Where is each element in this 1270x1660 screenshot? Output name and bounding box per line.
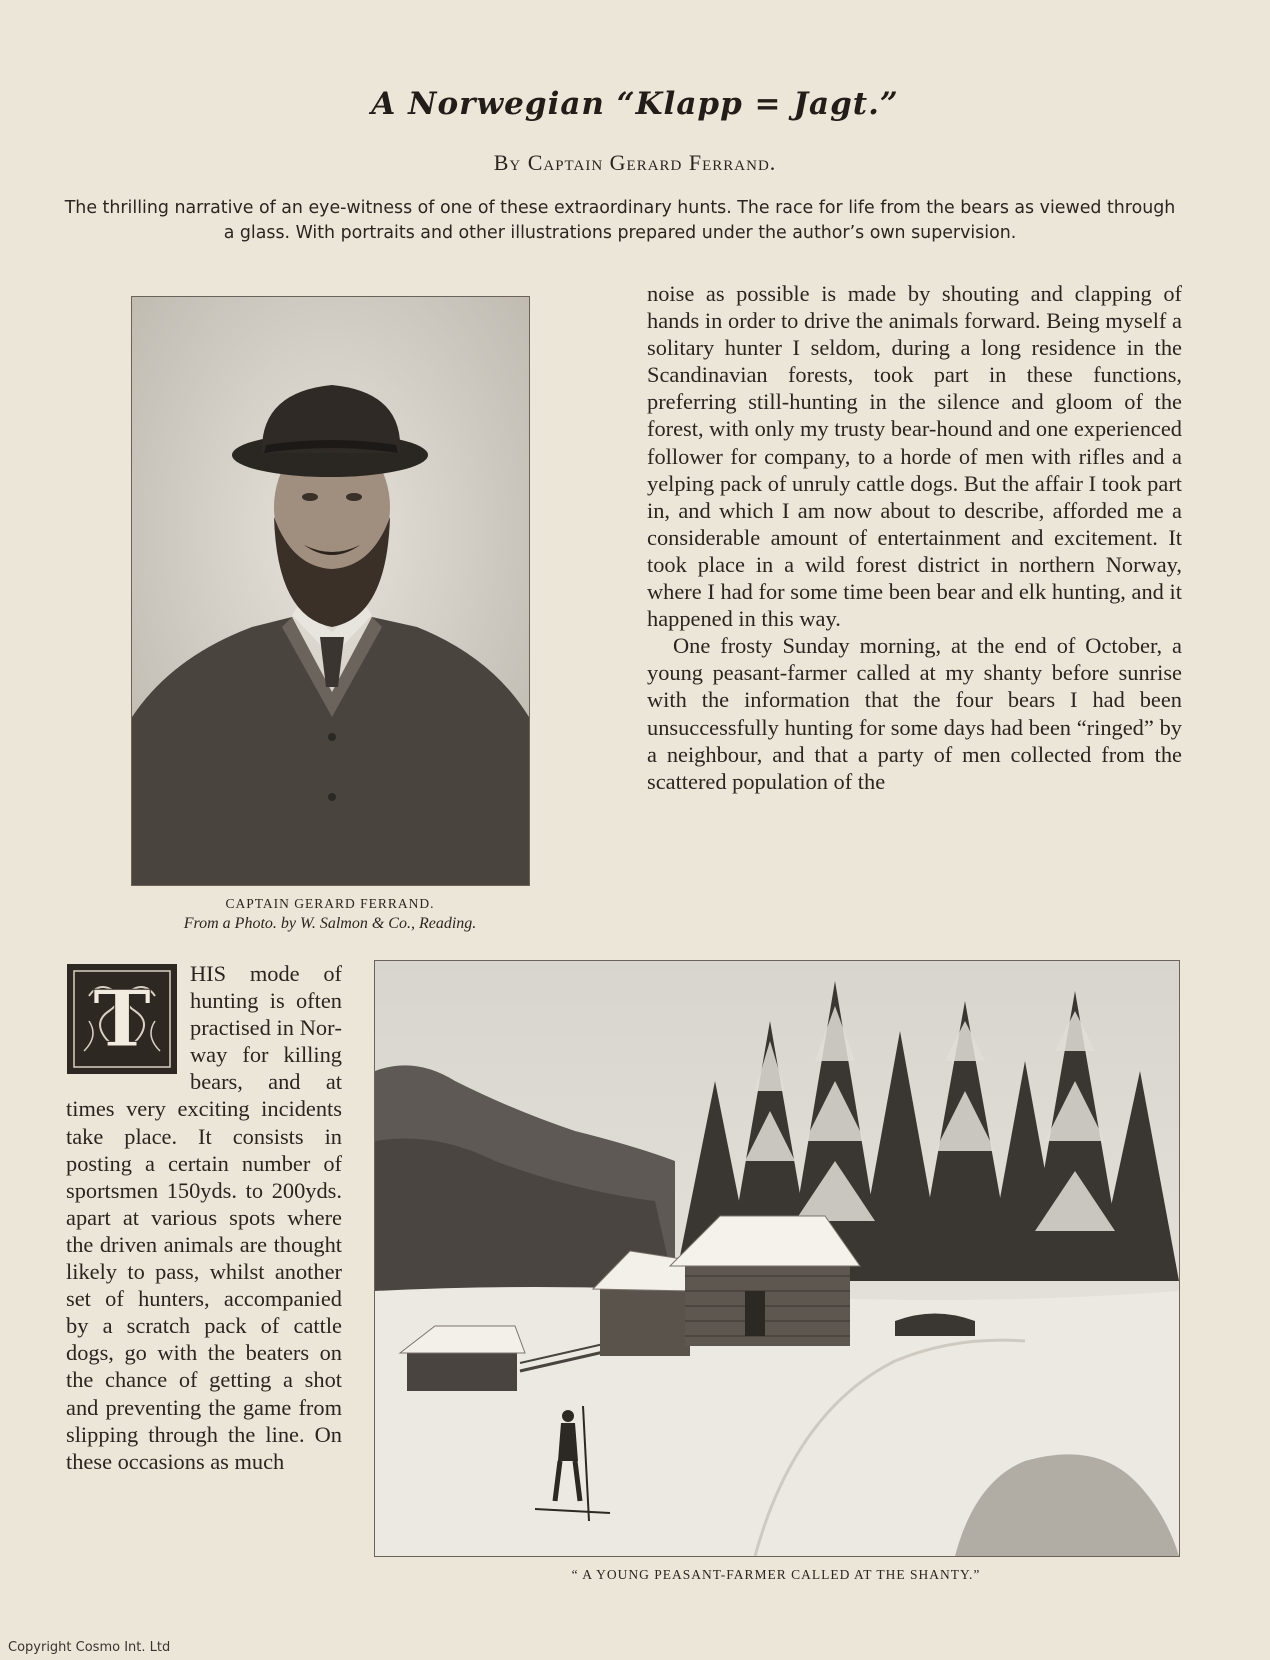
- illustration-caption: “ A YOUNG PEASANT-FARMER CALLED AT THE SHANTY.”: [571, 1567, 981, 1582]
- article-byline: By Captain Gerard Ferrand.: [493, 150, 777, 175]
- snow-scene-illustration: [374, 960, 1180, 1557]
- snow-scene-graphic: [375, 961, 1179, 1556]
- portrait-photo: [131, 296, 530, 886]
- left-column: [66, 960, 342, 1475]
- portrait-caption: CAPTAIN GERARD FERRAND.: [225, 896, 435, 911]
- left-column-text: HIS mode of hunting is often practised in Norway for killing bears, and at times very exciting incidents take place. It consists in posting a certain number of sportsmen 150yds. to 200yds. apart at various spots where the driven animals are thought likely to pass, whilst another set of hunters, accompanied by a scratch pack of cattle dogs, go with the beaters on the chance of getting a shot and preventing the game from slipping through the line. On these occasions as much: [66, 961, 342, 1474]
- article-title: A Norwegian “Klapp = Jagt.”: [371, 86, 899, 122]
- right-column-paragraph-1: noise as possible is made by shouting and clapping of hands in order to drive the animals forward. Being myself a solitary hunter I seldom, during a long residence in the Scandinavian forests, took part in these functions, preferring still-hunting in the silence and gloom of the forest, with only my trusty bear-hound and one experienced follower for company, to a horde of men with rifles and a yelping pack of unruly cattle dogs. But the affair I took part in, and which I am now about to describe, afforded me a considerable amount of entertainment and excitement. It took place in a wild forest district in northern Norway, where I had for some time been bear and elk hunting, and it happened in this way.: [647, 281, 1182, 632]
- right-column: [647, 280, 1182, 795]
- right-column-paragraph-2: One frosty Sunday morning, at the end of October, a young peasant-farmer called at my shanty before sunrise with the information that the four bears I had been unsuccessfully hunting for some days had been “ringed” by a neighbour, and that a party of men collected from the scattered population of the: [647, 633, 1182, 794]
- article-intro: The thrilling narrative of an eye-witness of one of these extraordinary hunts. The race for life from the bears as viewed through a glass. With portraits and other illustrations prepared under the author’s own supervision.: [64, 198, 1176, 243]
- portrait-credit: From a Photo. by W. Salmon & Co., Reading.: [183, 915, 477, 932]
- dropcap-letter: T: [92, 974, 152, 1065]
- copyright-notice: Copyright Cosmo Int. Ltd: [8, 1640, 171, 1655]
- portrait-illustration: [132, 297, 529, 885]
